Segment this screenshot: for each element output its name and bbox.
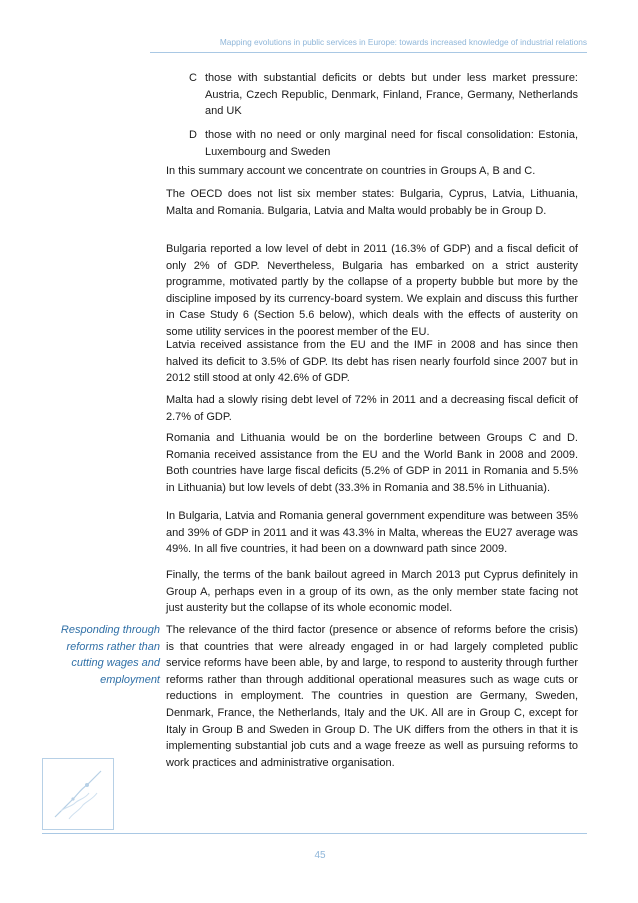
paragraph-2: The OECD does not list six member states: Bulgaria, Cyprus, Latvia, Lithuania, Malta and Romania. Bulgaria, Latvia and Malta would probably be in Group D.: [166, 188, 578, 217]
list-letter-d: D: [189, 129, 197, 141]
map-logo-icon: [43, 759, 113, 829]
logo: [42, 758, 114, 830]
paragraph-5: Malta had a slowly rising debt level of 72% in 2011 and a decreasing fiscal deficit of 2.7% of GDP.: [166, 394, 578, 423]
list-item-d: those with no need or only marginal need for fiscal consolidation: Estonia, Luxembourg and Sweden: [205, 129, 578, 158]
list-letter-c: C: [189, 72, 197, 84]
paragraph-8: Finally, the terms of the bank bailout agreed in March 2013 put Cyprus definitely in Group A, perhaps even in a group of its own, as the only member state facing not just austerity but the collapse of its whole economic model.: [166, 569, 578, 615]
paragraph-6: Romania and Lithuania would be on the borderline between Groups C and D. Romania received assistance from the EU and the World Bank in 2008 and 2009. Both countries have large fiscal deficits (5.2% of GDP in 2011 in Romania and 5.5% in Lithuania) but low levels of debt (33.3% in Romania and 38.5% in Lithuania).: [166, 432, 578, 494]
paragraph-9: The relevance of the third factor (presence or absence of reforms before the crisis) is that countries that were already engaged in or had largely completed public service reforms have been able, by and large, to respond to austerity through further reforms rather than through additional operational measures such as wage cuts or reductions in employment. The countries in question are Germany, Sweden, Denmark, France, the Netherlands, Italy and the UK. All are in Group C, except for Italy in Group B and Sweden in Group D. The UK differs from the others in that it is implementing substantial job cuts and a wage freeze as well as pursuing reforms to work practices and administrative organisation.: [166, 624, 578, 769]
page-number: 45: [314, 850, 326, 861]
paragraph-3: Bulgaria reported a low level of debt in 2011 (16.3% of GDP) and a fiscal deficit of only 2% of GDP. Nevertheless, Bulgaria has embarked on a strict austerity programme, motivated partly by the collapse of a property bubble but more by the discipline imposed by its currency-board system. We explain and discuss this further in Case Study 6 (Section 5.6 below), which deals with the effects of austerity on some utility services in the poorest member of the EU.: [166, 243, 578, 338]
margin-note: Responding through reforms rather than cutting wages and employment: [60, 624, 160, 686]
running-header: Mapping evolutions in public services in Europe: towards increased knowledge of industrial relations: [219, 37, 587, 47]
paragraph-4: Latvia received assistance from the EU and the IMF in 2008 and has since then halved its deficit to 3.5% of GDP. Its debt has risen nearly fourfold since 2007 but in 2012 still stood at only 42.6% of GDP.: [166, 339, 578, 385]
paragraph-7: In Bulgaria, Latvia and Romania general government expenditure was between 35% and 39% of GDP in 2011 and it was 43.3% in Malta, whereas the EU27 average was 49%. In all five countries, it had been on a downward path since 2009.: [166, 510, 578, 556]
paragraph-1: In this summary account we concentrate on countries in Groups A, B and C.: [166, 165, 536, 177]
list-item-c: those with substantial deficits or debts but under less market pressure: Austria, Czech Republic, Denmark, Finland, France, Germany, Netherlands and UK: [205, 72, 578, 118]
header-divider: [150, 52, 587, 53]
footer-divider: [42, 833, 587, 834]
